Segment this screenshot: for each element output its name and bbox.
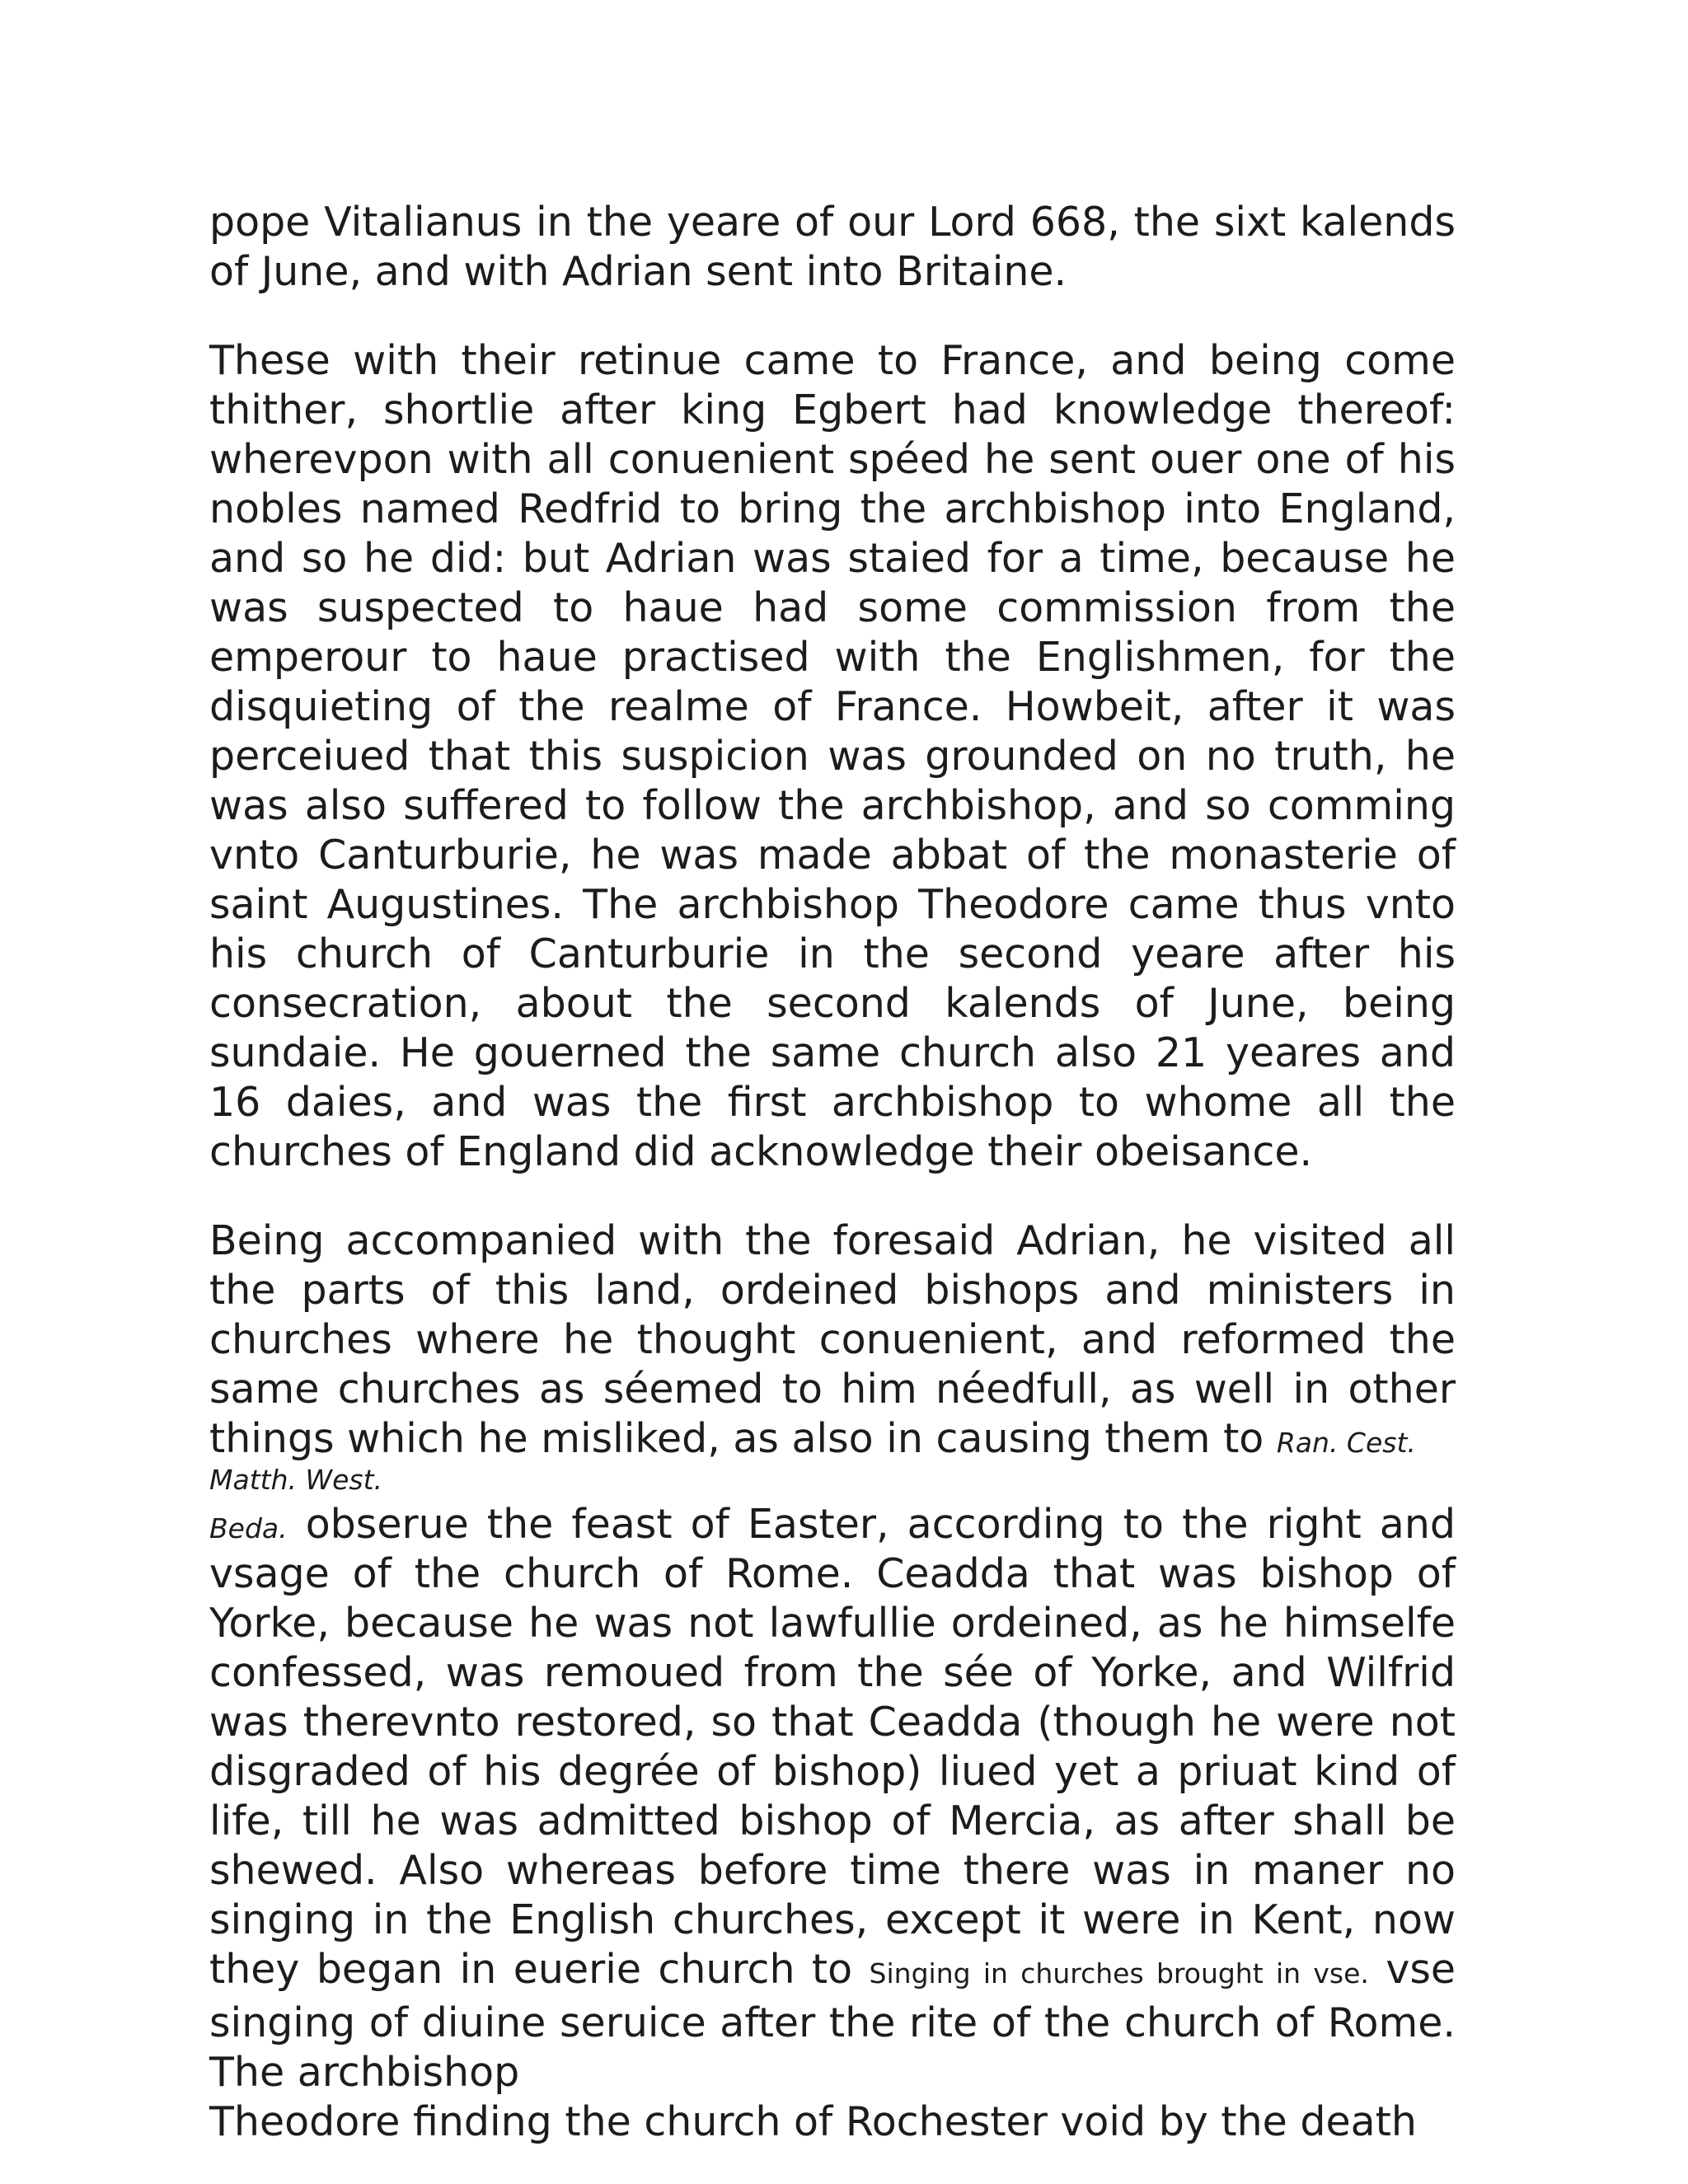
paragraph-2: These with their retinue came to France, and being come thither, shortlie after king Egbert had knowledge thereof: wherevpon with all conuenient spéed he sent ouer one of his nobles named Redfrid to bring the archbishop into England, and so he did: but Adrian was staied for a time, because he was suspected to haue had some commission from the emperour to haue practised with the Englishmen, for the disquieting of the realme of France. Howbeit, after it was perceiued that this suspicion was grounded on no truth, he was also suffered to follow the archbishop, and so comming vnto Canturburie, he was made abbat of the monasterie of saint Augustines. The archbishop Theodore came thus vnto his church of Canturburie in the second yeare after his consecration, about the second kalends of June, being sundaie. He gouerned the same church also 21 yeares and 16 daies, and was the first archbishop to whome all the churches of England did acknowledge their obeisance.: [209, 337, 1456, 1175]
paragraph-3-segment-b: obserue the feast of Easter, according to the right and vsage of the church of Rome. Ceadda that was bishop of Yorke, because he was not lawfullie ordeined, as he himselfe confessed, was remoued from the sée of Yorke, and Wilfrid was therevnto restored, so that Ceadda (though he were not disgraded of his degrée of bishop) liued yet a priuat kind of life, till he was admitted bishop of Mercia, as after shall be shewed. Also whereas before time there was in maner no singing in the English churches, except it were in Kent, now they began in euerie church to: [209, 1501, 1456, 1993]
paragraph-3-segment-a: Being accompanied with the foresaid Adrian, he visited all the parts of this land, ordeined bishops and ministers in churches where he thought conuenient, and reformed the same churches as séemed to him néedfull, as well in other things which he misliked, as also in causing them to: [209, 1217, 1456, 1462]
margin-note-ran-cest: Ran. Cest.: [1276, 1427, 1416, 1459]
paragraph-1: pope Vitalianus in the yeare of our Lord 668, the sixt kalends of June, and with Adrian sent into Britaine.: [209, 199, 1456, 295]
margin-note-beda: Beda.: [209, 1512, 288, 1544]
paragraph-3: [209, 1216, 1456, 2147]
paragraph-3-segment-c: vse singing of diuine seruice after the rite of the church of Rome. The archbishop: [209, 1946, 1456, 2096]
paragraph-3-final-line: Theodore finding the church of Rochester void by the death: [209, 2098, 1417, 2145]
margin-note-singing: Singing in churches brought in vse.: [869, 1957, 1369, 1990]
margin-note-matth-west: Matth. West.: [209, 1464, 383, 1496]
paragraph-3-text-a: [209, 1216, 1456, 1464]
document-page: [209, 198, 1456, 2147]
paragraph-3-text-b: [209, 1500, 1456, 2097]
